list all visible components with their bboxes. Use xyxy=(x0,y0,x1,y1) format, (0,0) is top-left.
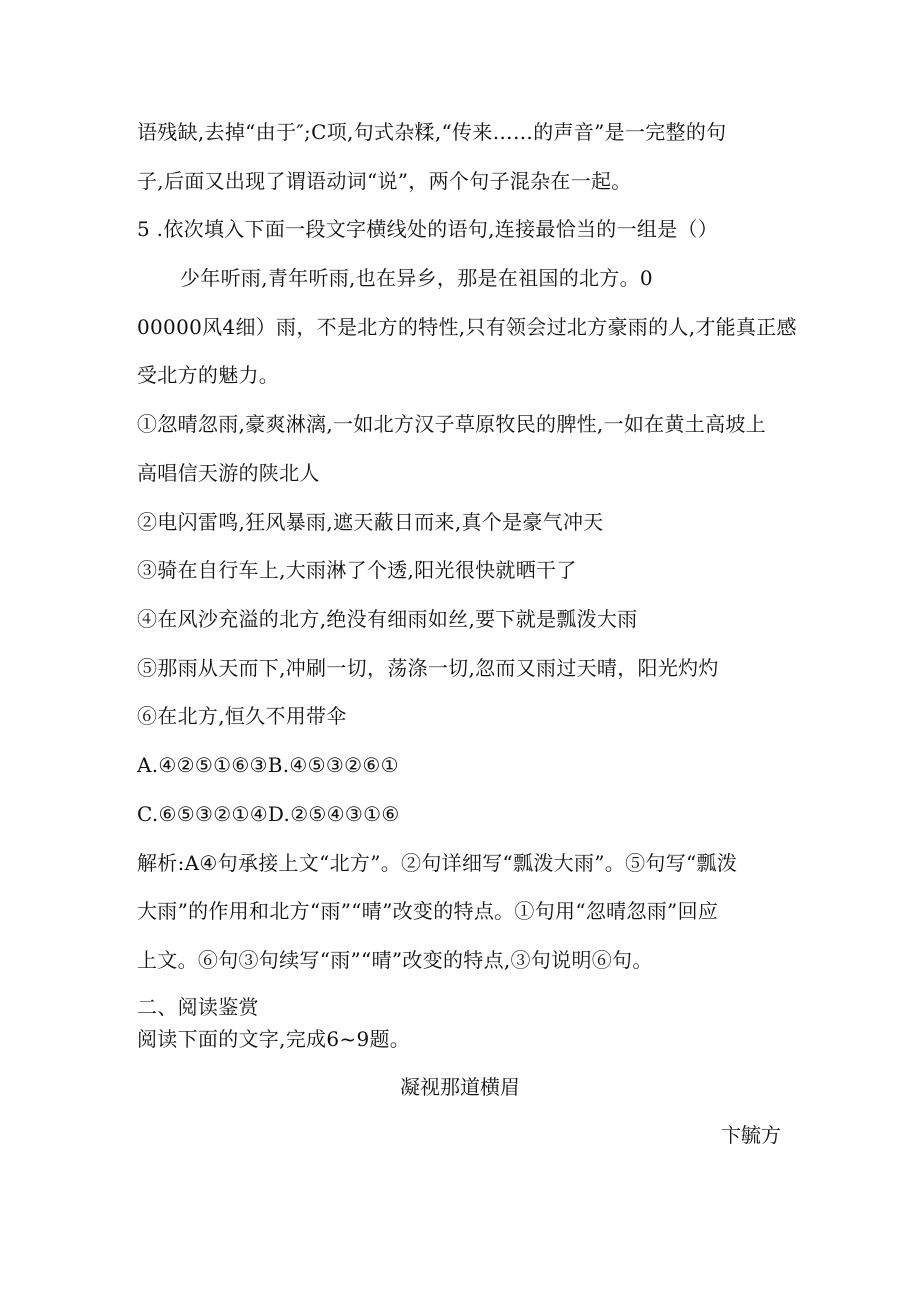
question-5-stem: 5 .依次填入下面一段文字横线处的语句,连接最恰当的一组是（） xyxy=(137,217,719,241)
article-author: 卞毓方 xyxy=(721,1123,781,1147)
section-2-heading: 二、阅读鉴赏 xyxy=(137,995,259,1019)
option-6: ⑥在北方,恒久不用带伞 xyxy=(137,704,347,728)
analysis-line-3: 上文。⑥句③句续写“雨”“晴”改变的特点,③句说明⑥句。 xyxy=(137,948,653,972)
option-1-line-2: 高唱信天游的陕北人 xyxy=(137,461,320,485)
intro-line-1: 语残缺,去掉“由于″;C项,句式杂糅,“传来……的声音”是一完整的句 xyxy=(137,120,727,144)
passage-line-3: 受北方的魅力。 xyxy=(137,363,280,387)
option-3: ③骑在自行车上,大雨淋了个透,阳光很快就晒干了 xyxy=(137,558,577,582)
option-1-line-1: ①忽晴忽雨,豪爽淋漓,一如北方汉子草原牧民的脾性,一如在黄土高坡上 xyxy=(137,412,766,436)
option-4: ④在风沙充溢的北方,绝没有细雨如丝,要下就是瓢泼大雨 xyxy=(137,607,638,631)
intro-line-2: 子,后面又出现了谓语动词“说”，两个句子混杂在一起。 xyxy=(137,169,632,193)
passage-line-1: 少年听雨,青年听雨,也在异乡，那是在祖国的北方。0 xyxy=(180,266,653,290)
passage-line-2: 00000风4细）雨，不是北方的特性,只有领会过北方豪雨的人,才能真正感 xyxy=(137,315,797,339)
analysis-line-1: 解析:A④句承接上文“北方”。②句详细写“瓢泼大雨”。⑤句写“瓢泼 xyxy=(137,851,738,875)
choices-cd: C.⑥⑤③②①④D.②⑤④③①⑥ xyxy=(137,802,400,826)
option-5: ⑤那雨从天而下,冲刷一切，荡涤一切,忽而又雨过天晴，阳光灼灼 xyxy=(137,656,719,680)
section-2-instruction: 阅读下面的文字,完成6~9题。 xyxy=(137,1027,411,1051)
option-2: ②电闪雷鸣,狂风暴雨,遮天蔽日而来,真个是豪气冲天 xyxy=(137,510,604,534)
article-title: 凝视那道横眉 xyxy=(400,1075,520,1099)
analysis-line-2: 大雨”的作用和北方“雨”“晴”改变的特点。①句用“忽晴忽雨”回应 xyxy=(137,899,719,923)
choices-ab: A.④②⑤①⑥③B.④⑤③②⑥① xyxy=(137,753,399,777)
